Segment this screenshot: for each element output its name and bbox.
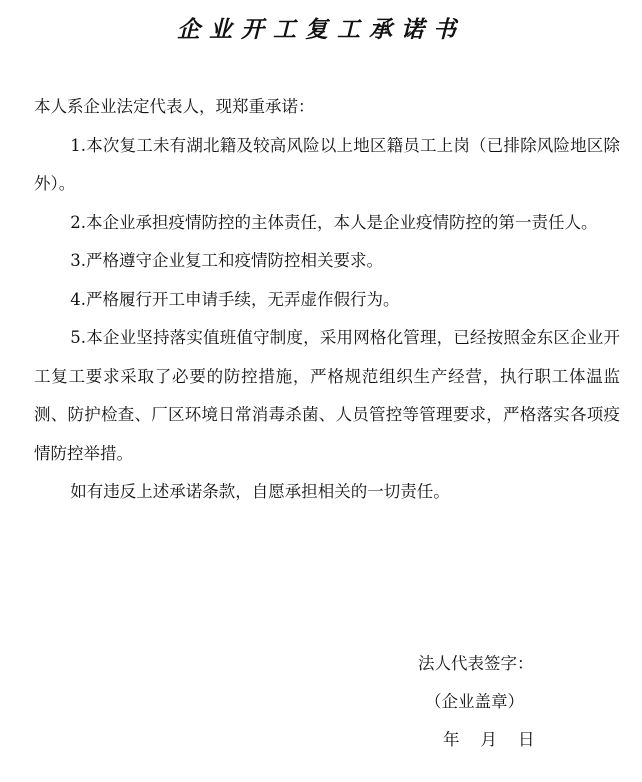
commitment-item-4: 4.严格履行开工申请手续，无弄虚作假行为。 [70,289,400,309]
commitment-item-3: 3.严格遵守企业复工和疫情防控相关要求。 [70,251,384,270]
commitment-item-1: 1.本次复工未有湖北籍及较高风险以上地区籍员工上岗（已排除风险地区除外）。 [34,135,620,193]
document-title: 企业开工复工承诺书 [177,16,465,43]
representative-signature-label: 法人代表签字： [418,654,534,673]
commitment-item-5: 5.本企业坚持落实值班值守制度，采用网格化管理，已经按照金东区企业开工复工要求采取了必要的防控措施，严格规范组织生产经营，执行职工体温监测、防护检查、厂区环境日常消毒杀菌、人员管控等管理要求，严格落实各项疫情防控举措。 [34,328,620,463]
date-line: 年 月 日 [443,730,535,749]
intro-paragraph: 本人系企业法定代表人，现郑重承诺： [34,97,315,116]
closing-paragraph: 如有违反上述承诺条款，自愿承担相关的一切责任。 [70,482,450,501]
commitment-item-2: 2.本企业承担疫情防控的主体责任，本人是企业疫情防控的第一责任人。 [70,212,598,232]
document-body [34,88,620,512]
company-seal-label: （企业盖章） [425,692,524,711]
